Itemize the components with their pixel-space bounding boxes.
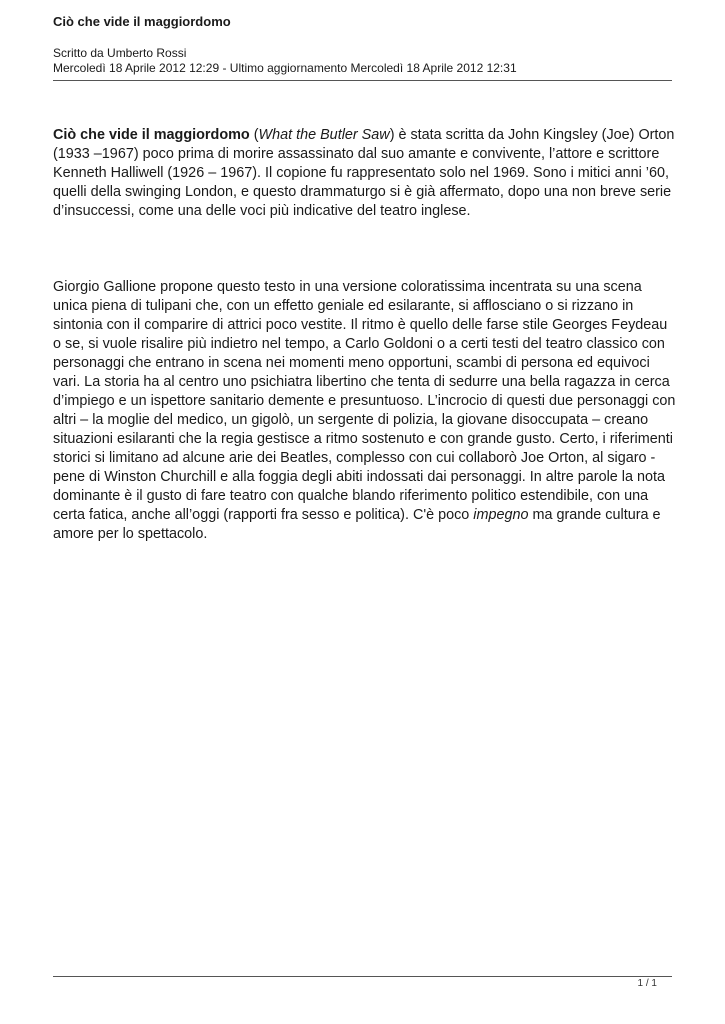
original-title: What the Butler Saw xyxy=(258,127,390,143)
paragraph-2 xyxy=(53,278,678,544)
article-meta xyxy=(53,46,517,76)
paragraph-1 xyxy=(53,126,678,221)
header-divider xyxy=(53,80,672,81)
article-bold-title: Ciò che vide il maggiordomo xyxy=(53,127,250,143)
article-body xyxy=(53,126,678,544)
author-line: Scritto da Umberto Rossi xyxy=(53,46,187,60)
paragraph-1-text: ) è stata scritta da John Kingsley (Joe) Orton (1933 –1967) poco prima di morire assassinato dal suo amante e convivente, l’attore e scrittore Kenneth Halliwell (1926 – 1967). Il copione fu rappresentato solo nel 1969. Sono i mitici anni ’60, quelli della swinging London, e questo drammaturgo si è già affermato, dopo una non breve serie d’insuccessi, come una delle voci più indicative del teatro inglese. xyxy=(53,127,675,219)
page-number: 1 / 1 xyxy=(637,978,657,989)
date-line: Mercoledì 18 Aprile 2012 12:29 - Ultimo aggiornamento Mercoledì 18 Aprile 2012 12:31 xyxy=(53,61,517,75)
emphasis-word: impegno xyxy=(473,507,529,523)
paragraph-2-text: Giorgio Gallione propone questo testo in una versione coloratissima incentrata su una scena unica piena di tulipani che, con un effetto geniale ed esilarante, si afflosciano o si rizzano in sintonia con il comparire di attrici poco vestite. Il ritmo è quello delle farse stile Georges Feydeau o se, si vuole risalire più indietro nel tempo, a Carlo Goldoni o a certi testi del teatro classico con personaggi che entrano in scena nei momenti meno opportuni, scambi di persona ed equivoci vari. La storia ha al centro uno psichiatra libertino che tenta di sedurre una bella ragazza in cerca d’impiego e un ispettore sanitario demente e presuntuoso. L’incrocio di questi due personaggi con altri – la moglie del medico, un gigolò, un sergente di polizia, la giovane disoccupata – creano situazioni esilaranti che la regia gestisce a ritmo sostenuto e con grande gusto. Certo, i riferimenti storici si limitano ad alcune arie dei Beatles, complesso con cui collaborò Joe Orton, al sigaro - pene di Winston Churchill e alla foggia degli abiti indossati dai personaggi. In altre parole la nota dominante è il gusto di fare teatro con qualche blando riferimento politico estendibile, con una certa fatica, anche all’oggi (rapporti fra sesso e politica). C'è poco xyxy=(53,279,676,523)
footer-divider xyxy=(53,976,672,977)
page-title: Ciò che vide il maggiordomo xyxy=(53,14,231,29)
paragraph-2-tail: ma grande cultura e amore per lo spettacolo. xyxy=(53,507,661,542)
paren-open: ( xyxy=(249,127,259,143)
